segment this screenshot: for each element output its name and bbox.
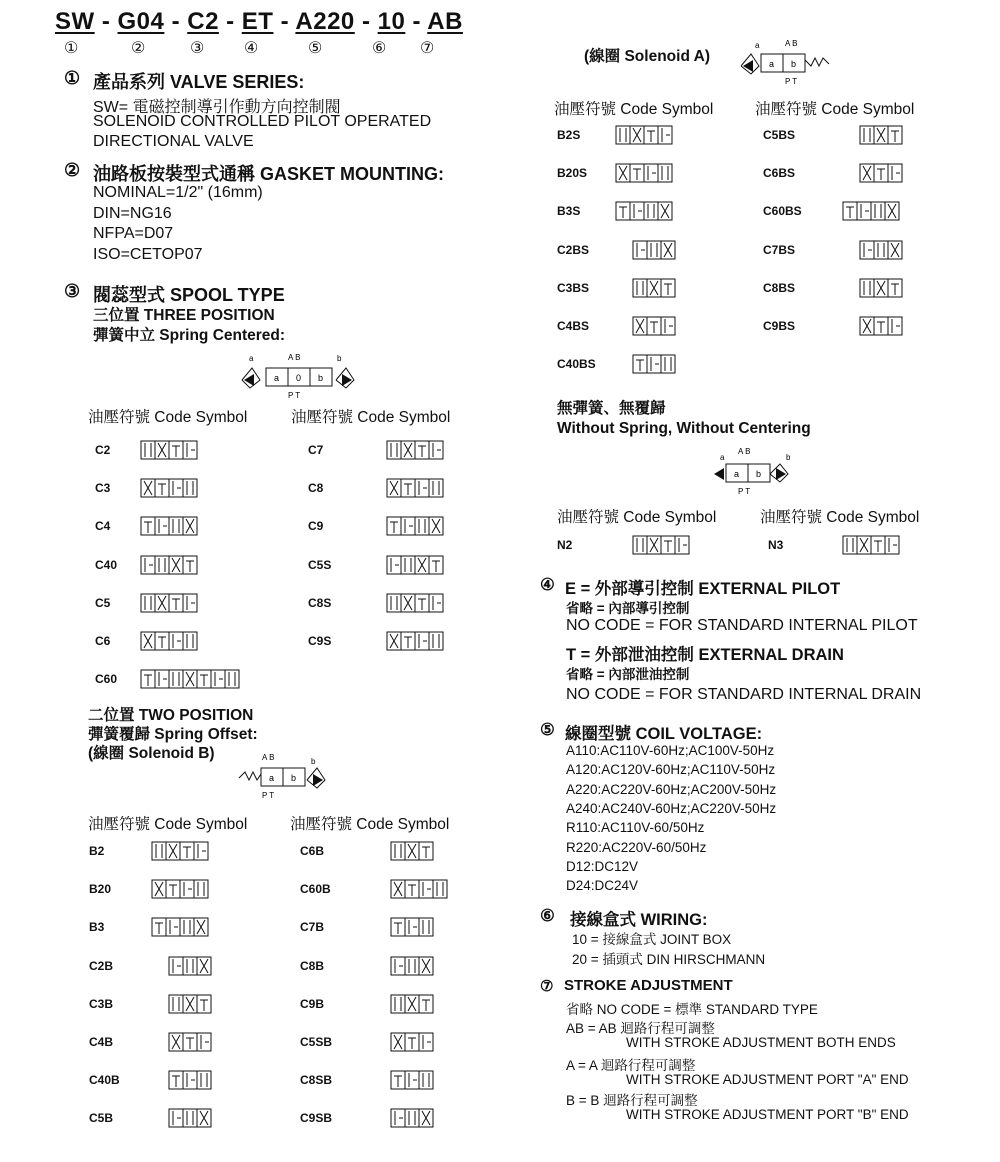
hydraulic-symbol [386, 593, 444, 613]
solenoid-label-a: a [249, 354, 254, 363]
spool-code-label: B2S [557, 128, 581, 142]
spool-code-label: C7 [308, 443, 324, 457]
code-seg-wiring: 10 [377, 8, 406, 35]
spool-symbol [386, 631, 444, 656]
hydraulic-symbol [140, 555, 198, 575]
voltage-line: A120:AC120V-60Hz;AC110V-50Hz [566, 762, 776, 778]
spool-symbol [140, 593, 198, 618]
code-seg-mounting: G04 [117, 8, 165, 35]
spool-code-label: C6BS [763, 166, 796, 181]
code-seg-voltage: A220 [295, 8, 355, 35]
code-sep: - [280, 8, 290, 35]
spring-offset-heading: 彈簧覆歸 Spring Offset: [88, 726, 258, 743]
spool-symbol [168, 1032, 212, 1057]
section-marker: ⑥ [540, 907, 555, 925]
code-marker-7: ⑦ [420, 40, 435, 57]
spool-code-label: C9BS [763, 319, 796, 333]
stroke-line: B = B 迴路行程可調整 [566, 1093, 698, 1108]
hydraulic-symbol [168, 1070, 212, 1090]
two-position-schematic-a [735, 36, 845, 86]
spool-symbol [168, 1108, 212, 1133]
spool-code-label: B2 [89, 844, 105, 858]
code-marker-4: ④ [244, 40, 259, 57]
spool-code-label: C5B [89, 1111, 114, 1126]
svg-text:b: b [791, 59, 797, 69]
hydraulic-symbol [615, 163, 673, 183]
spool-symbol [859, 316, 903, 341]
port-label-pt: P T [288, 391, 301, 400]
spool-symbol [632, 535, 690, 560]
no-spring-heading-cn: 無彈簧、無覆歸 [557, 400, 666, 417]
spool-code-label: C2BS [557, 242, 590, 257]
hydraulic-symbol [632, 240, 676, 260]
code-symbol-header: 油壓符號 Code Symbol [88, 816, 248, 833]
section-marker: ④ [540, 576, 555, 594]
voltage-line: R220:AC220V-60/50Hz [566, 839, 707, 855]
spool-code-label: C9B [300, 996, 325, 1011]
voltage-line: A110:AC110V-60Hz;AC100V-50Hz [566, 743, 775, 758]
hydraulic-symbol [140, 631, 198, 651]
spool-symbol [632, 278, 676, 303]
nocode-pilot: NO CODE = FOR STANDARD INTERNAL PILOT [566, 617, 918, 634]
svg-text:A B: A B [262, 753, 275, 762]
spool-code-label: C40 [95, 557, 118, 572]
section-title: 接線盒式 WIRING: [570, 911, 708, 929]
hydraulic-symbol [390, 994, 434, 1014]
hydraulic-symbol [140, 593, 198, 613]
spool-code-label: C7BS [763, 242, 796, 257]
three-position-heading: 三位置 THREE POSITION [93, 307, 275, 324]
spool-code-label: C2 [95, 443, 111, 457]
spool-symbol [386, 516, 444, 541]
hydraulic-symbol [859, 163, 903, 183]
hydraulic-symbol [151, 879, 209, 899]
spool-symbol [842, 535, 900, 560]
section-title: 閥蕊型式 SPOOL TYPE [93, 285, 285, 305]
voltage-line: A220:AC220V-60Hz;AC200V-50Hz [566, 781, 777, 797]
spool-code-label: C60B [300, 882, 331, 897]
spool-code-label: C9 [308, 519, 324, 534]
wiring-line-2: 20 = 插頭式 DIN HIRSCHMANN [572, 952, 766, 967]
omit-drain: 省略 = 內部泄油控制 [566, 667, 690, 682]
spool-code-label: C4 [95, 519, 111, 534]
spool-symbol [390, 841, 434, 866]
spool-symbol [615, 125, 673, 150]
series-desc-cn: SW= 電磁控制導引作動方向控制閥 [93, 99, 341, 116]
spool-symbol [390, 1108, 434, 1133]
hydraulic-symbol [615, 125, 673, 145]
spool-symbol [140, 555, 198, 580]
hydraulic-symbol [390, 1108, 434, 1128]
svg-text:b: b [291, 773, 297, 783]
svg-text:b: b [318, 373, 324, 383]
two-position-schematic-b [235, 750, 345, 800]
spool-symbol [386, 593, 444, 618]
spool-code-label: N2 [557, 538, 573, 552]
hydraulic-symbol [390, 841, 434, 861]
spool-symbol [842, 201, 900, 226]
mounting-line: ISO=CETOP07 [93, 246, 203, 263]
stroke-line: AB = AB 迴路行程可調整 [566, 1021, 715, 1036]
spool-symbol [140, 440, 198, 465]
spool-symbol [615, 201, 673, 226]
section-marker: ① [64, 68, 81, 88]
hydraulic-symbol [390, 1070, 434, 1090]
svg-text:P T: P T [738, 487, 751, 496]
hydraulic-symbol [390, 917, 434, 937]
spool-code-label: C8S [308, 595, 332, 610]
spool-symbol [390, 879, 448, 904]
spool-symbol [386, 478, 444, 503]
svg-text:b: b [311, 757, 316, 766]
spool-symbol [859, 240, 903, 265]
spool-symbol [386, 555, 444, 580]
hydraulic-symbol [140, 516, 198, 536]
hydraulic-symbol [859, 316, 903, 336]
spool-symbol [859, 125, 903, 150]
code-marker-3: ③ [190, 40, 205, 57]
code-symbol-header: 油壓符號 Code Symbol [557, 509, 717, 526]
spool-code-label: B20S [557, 166, 588, 181]
spool-code-label: C3 [95, 481, 111, 496]
spool-symbol [151, 917, 209, 942]
spool-symbol [151, 841, 209, 866]
spool-code-label: B20 [89, 882, 112, 897]
svg-text:P T: P T [785, 77, 798, 86]
spool-code-label: C9SB [300, 1111, 333, 1126]
svg-text:a: a [734, 469, 740, 479]
code-seg-stroke: AB [427, 8, 463, 35]
hydraulic-symbol [151, 841, 209, 861]
stroke-line: 省略 NO CODE = 標準 STANDARD TYPE [566, 1002, 818, 1017]
spool-code-label: C8SB [300, 1073, 333, 1088]
spool-code-label: C60 [95, 672, 118, 687]
spool-symbol [859, 163, 903, 188]
code-seg-series: SW [55, 8, 95, 35]
spool-code-label: B3S [557, 204, 581, 219]
spool-code-label: C4BS [557, 319, 590, 333]
hydraulic-symbol [859, 125, 903, 145]
spool-code-label: C40BS [557, 357, 596, 372]
code-seg-spool: C2 [187, 8, 219, 35]
svg-text:P T: P T [262, 791, 275, 800]
code-sep: - [361, 8, 371, 35]
hydraulic-symbol [390, 956, 434, 976]
section-marker: ⑤ [540, 721, 555, 739]
solenoid-label-b: b [337, 354, 342, 363]
code-symbol-header: 油壓符號 Code Symbol [88, 409, 248, 426]
svg-text:a: a [269, 773, 275, 783]
spool-symbol [140, 631, 198, 656]
hydraulic-symbol [390, 879, 448, 899]
spool-code-label: C9S [308, 634, 332, 648]
spool-code-label: C5SB [300, 1035, 333, 1049]
spool-code-label: C8BS [763, 280, 796, 295]
svg-text:A B: A B [738, 447, 751, 456]
spool-code-label: C8B [300, 958, 325, 973]
code-marker-5: ⑤ [308, 40, 323, 57]
spool-code-label: C5S [308, 557, 332, 572]
stroke-line: WITH STROKE ADJUSTMENT PORT "B" END [626, 1107, 909, 1122]
spool-symbol [632, 316, 676, 341]
hydraulic-symbol [859, 240, 903, 260]
spool-symbol [140, 669, 240, 694]
svg-text:b: b [756, 469, 762, 479]
code-symbol-header: 油壓符號 Code Symbol [760, 509, 920, 526]
solenoid-a-heading: (線圈 Solenoid A) [584, 48, 710, 65]
stroke-line: A = A 迴路行程可調整 [566, 1058, 696, 1073]
hydraulic-symbol [168, 956, 212, 976]
voltage-line: A240:AC240V-60Hz;AC220V-50Hz [566, 800, 777, 816]
mounting-line: NOMINAL=1/2" (16mm) [93, 184, 263, 201]
series-desc-en-2: DIRECTIONAL VALVE [93, 133, 254, 150]
spool-code-label: C5BS [763, 128, 796, 142]
spool-symbol [390, 917, 434, 942]
spool-code-label: C4B [89, 1035, 114, 1049]
spool-code-label: C6 [95, 634, 111, 648]
hydraulic-symbol [842, 535, 900, 555]
spool-symbol [615, 163, 673, 188]
section-title: 油路板按裝型式通稱 GASKET MOUNTING: [93, 164, 444, 184]
code-marker-6: ⑥ [372, 40, 387, 57]
spool-symbol [140, 478, 198, 503]
spool-symbol [168, 994, 212, 1019]
hydraulic-symbol [386, 516, 444, 536]
code-marker-1: ① [64, 40, 79, 57]
svg-text:a: a [769, 59, 775, 69]
hydraulic-symbol [140, 440, 198, 460]
stroke-line: WITH STROKE ADJUSTMENT PORT "A" END [626, 1072, 909, 1087]
hydraulic-symbol [168, 994, 212, 1014]
three-position-schematic [232, 350, 362, 400]
section-title: 線圈型號 COIL VOLTAGE: [565, 725, 763, 743]
spring-centered-heading: 彈簧中立 Spring Centered: [93, 327, 286, 344]
code-sep: - [171, 8, 181, 35]
spool-symbol [140, 516, 198, 541]
hydraulic-symbol [386, 555, 444, 575]
external-drain-title: T = 外部泄油控制 EXTERNAL DRAIN [566, 646, 844, 664]
hydraulic-symbol [140, 669, 240, 689]
spool-code-label: C3B [89, 996, 114, 1011]
spool-code-label: C5 [95, 595, 111, 610]
svg-text:a: a [755, 41, 760, 50]
spool-symbol [386, 440, 444, 465]
hydraulic-symbol [615, 201, 673, 221]
svg-text:A B: A B [785, 39, 798, 48]
solenoid-b-heading: (線圈 Solenoid B) [88, 745, 215, 762]
model-code [55, 8, 463, 36]
hydraulic-symbol [168, 1032, 212, 1052]
wiring-line-1: 10 = 接線盒式 JOINT BOX [572, 932, 732, 947]
mounting-line: NFPA=D07 [93, 225, 174, 242]
svg-text:0: 0 [296, 373, 302, 383]
section-marker: ② [64, 160, 81, 180]
spool-symbol [390, 1070, 434, 1095]
hydraulic-symbol [386, 478, 444, 498]
spool-code-label: C6B [300, 844, 325, 858]
voltage-line: D12:DC12V [566, 858, 639, 874]
two-position-heading: 二位置 TWO POSITION [88, 707, 254, 724]
voltage-line: D24:DC24V [566, 878, 639, 894]
hydraulic-symbol [140, 478, 198, 498]
mounting-line: DIN=NG16 [93, 205, 172, 222]
code-marker-2: ② [131, 40, 146, 57]
code-symbol-header: 油壓符號 Code Symbol [290, 816, 450, 833]
section-marker: ⑦ [540, 978, 554, 995]
spool-symbol [390, 956, 434, 981]
hydraulic-symbol [151, 917, 209, 937]
hydraulic-symbol [632, 278, 676, 298]
section-title: 產品系列 VALVE SERIES: [93, 72, 305, 92]
code-symbol-header: 油壓符號 Code Symbol [554, 101, 714, 118]
spool-symbol [151, 879, 209, 904]
svg-text:a: a [274, 373, 280, 383]
spool-symbol [859, 278, 903, 303]
spool-code-label: C2B [89, 958, 114, 973]
hydraulic-symbol [386, 631, 444, 651]
spool-symbol [632, 354, 676, 379]
spool-code-label: C7B [300, 920, 325, 935]
svg-text:b: b [786, 453, 791, 462]
spool-symbol [390, 1032, 434, 1057]
spool-symbol [168, 1070, 212, 1095]
code-sep: - [101, 8, 111, 35]
code-symbol-header: 油壓符號 Code Symbol [291, 409, 451, 426]
nocode-drain: NO CODE = FOR STANDARD INTERNAL DRAIN [566, 686, 922, 703]
code-seg-pilot: ET [241, 8, 274, 35]
spool-symbol [390, 994, 434, 1019]
hydraulic-symbol [859, 278, 903, 298]
stroke-line: WITH STROKE ADJUSTMENT BOTH ENDS [626, 1035, 896, 1050]
spool-code-label: C8 [308, 481, 324, 496]
spool-code-label: N3 [768, 538, 784, 552]
spool-code-label: C40B [89, 1073, 120, 1088]
voltage-line: R110:AC110V-60/50Hz [566, 820, 705, 836]
hydraulic-symbol [168, 1108, 212, 1128]
spool-code-label: B3 [89, 920, 105, 935]
spool-code-label: C3BS [557, 280, 590, 295]
spool-symbol [168, 956, 212, 981]
hydraulic-symbol [842, 201, 900, 221]
code-sep: - [412, 8, 421, 35]
port-label-ab: A B [288, 353, 301, 362]
spool-symbol [632, 240, 676, 265]
section-title: STROKE ADJUSTMENT [564, 977, 733, 994]
no-spring-heading-en: Without Spring, Without Centering [557, 420, 811, 437]
section-marker: ③ [64, 281, 81, 301]
svg-text:a: a [720, 453, 725, 462]
spool-code-label: C60BS [763, 204, 802, 219]
omit-pilot: 省略 = 內部導引控制 [566, 601, 690, 616]
series-desc-en-1: SOLENOID CONTROLLED PILOT OPERATED [93, 113, 432, 130]
hydraulic-symbol [386, 440, 444, 460]
no-spring-schematic [706, 444, 816, 496]
hydraulic-symbol [632, 316, 676, 336]
hydraulic-symbol [632, 535, 690, 555]
hydraulic-symbol [390, 1032, 434, 1052]
hydraulic-symbol [632, 354, 676, 374]
code-sep: - [226, 8, 235, 35]
code-symbol-header: 油壓符號 Code Symbol [755, 101, 915, 118]
section-title: E = 外部導引控制 EXTERNAL PILOT [565, 580, 841, 598]
